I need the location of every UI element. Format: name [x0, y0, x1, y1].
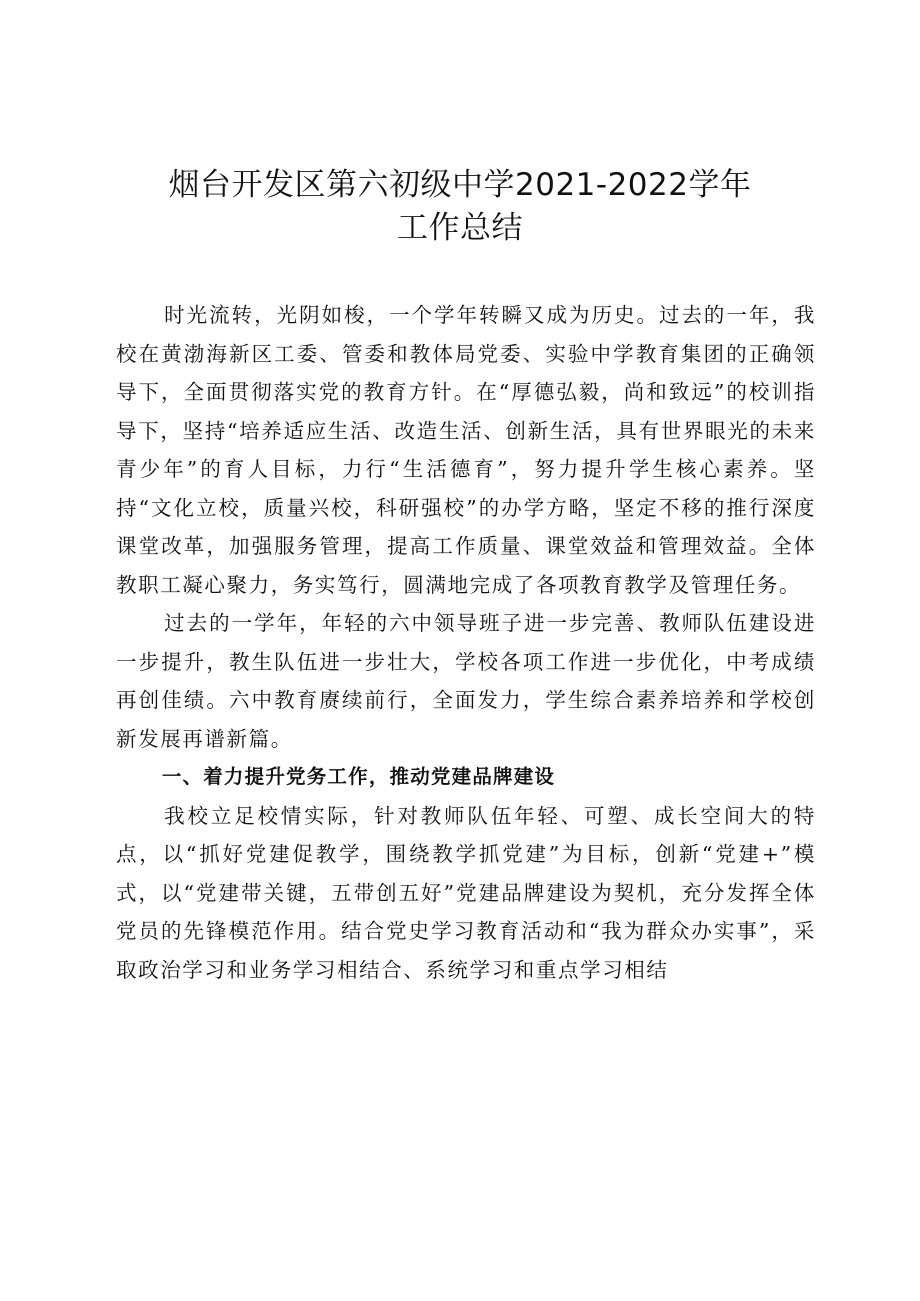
- paragraph-party-building: 我校立足校情实际，针对教师队伍年轻、可塑、成长空间大的特点，以“抓好党建促教学，围绕教学抓党建”为目标，创新“党建+”模式，以“党建带关键，五带创五好”党建品牌建设为契机，充分发挥全体党员的先锋模范作用。结合党史学习教育活动和“我为群众办实事”，采取政治学习和业务学习相结合、系统学习和重点学习相结: [116, 803, 816, 982]
- paragraph-summary: 过去的一学年，年轻的六中领导班子进一步完善、教师队伍建设进一步提升，教生队伍进一步壮大，学校各项工作进一步优化，中考成绩再创佳绩。六中教育赓续前行，全面发力，学生综合素养培养和学校创新发展再谱新篇。: [116, 611, 816, 751]
- document-title-line-2: 工作总结: [397, 210, 523, 246]
- document-title-line-1: 烟台开发区第六初级中学2021-2022学年: [168, 167, 752, 203]
- document-body: [116, 296, 816, 989]
- paragraph-intro: 时光流转，光阴如梭，一个学年转瞬又成为历史。过去的一年，我校在黄渤海新区工委、管委和教体局党委、实验中学教育集团的正确领导下，全面贯彻落实党的教育方针。在“厚德弘毅，尚和致远”的校训指导下，坚持“培养适应生活、改造生活、创新生活，具有世界眼光的未来青少年”的育人目标，力行“生活德育”，努力提升学生核心素养。坚持“文化立校，质量兴校，科研强校”的办学方略，坚定不移的推行深度课堂改革，加强服务管理，提高工作质量、课堂效益和管理效益。全体教职工凝心聚力，务实笃行，圆满地完成了各项教育教学及管理任务。: [116, 303, 816, 597]
- section-heading-party-work: 一、着力提升党务工作，推动党建品牌建设: [161, 765, 556, 788]
